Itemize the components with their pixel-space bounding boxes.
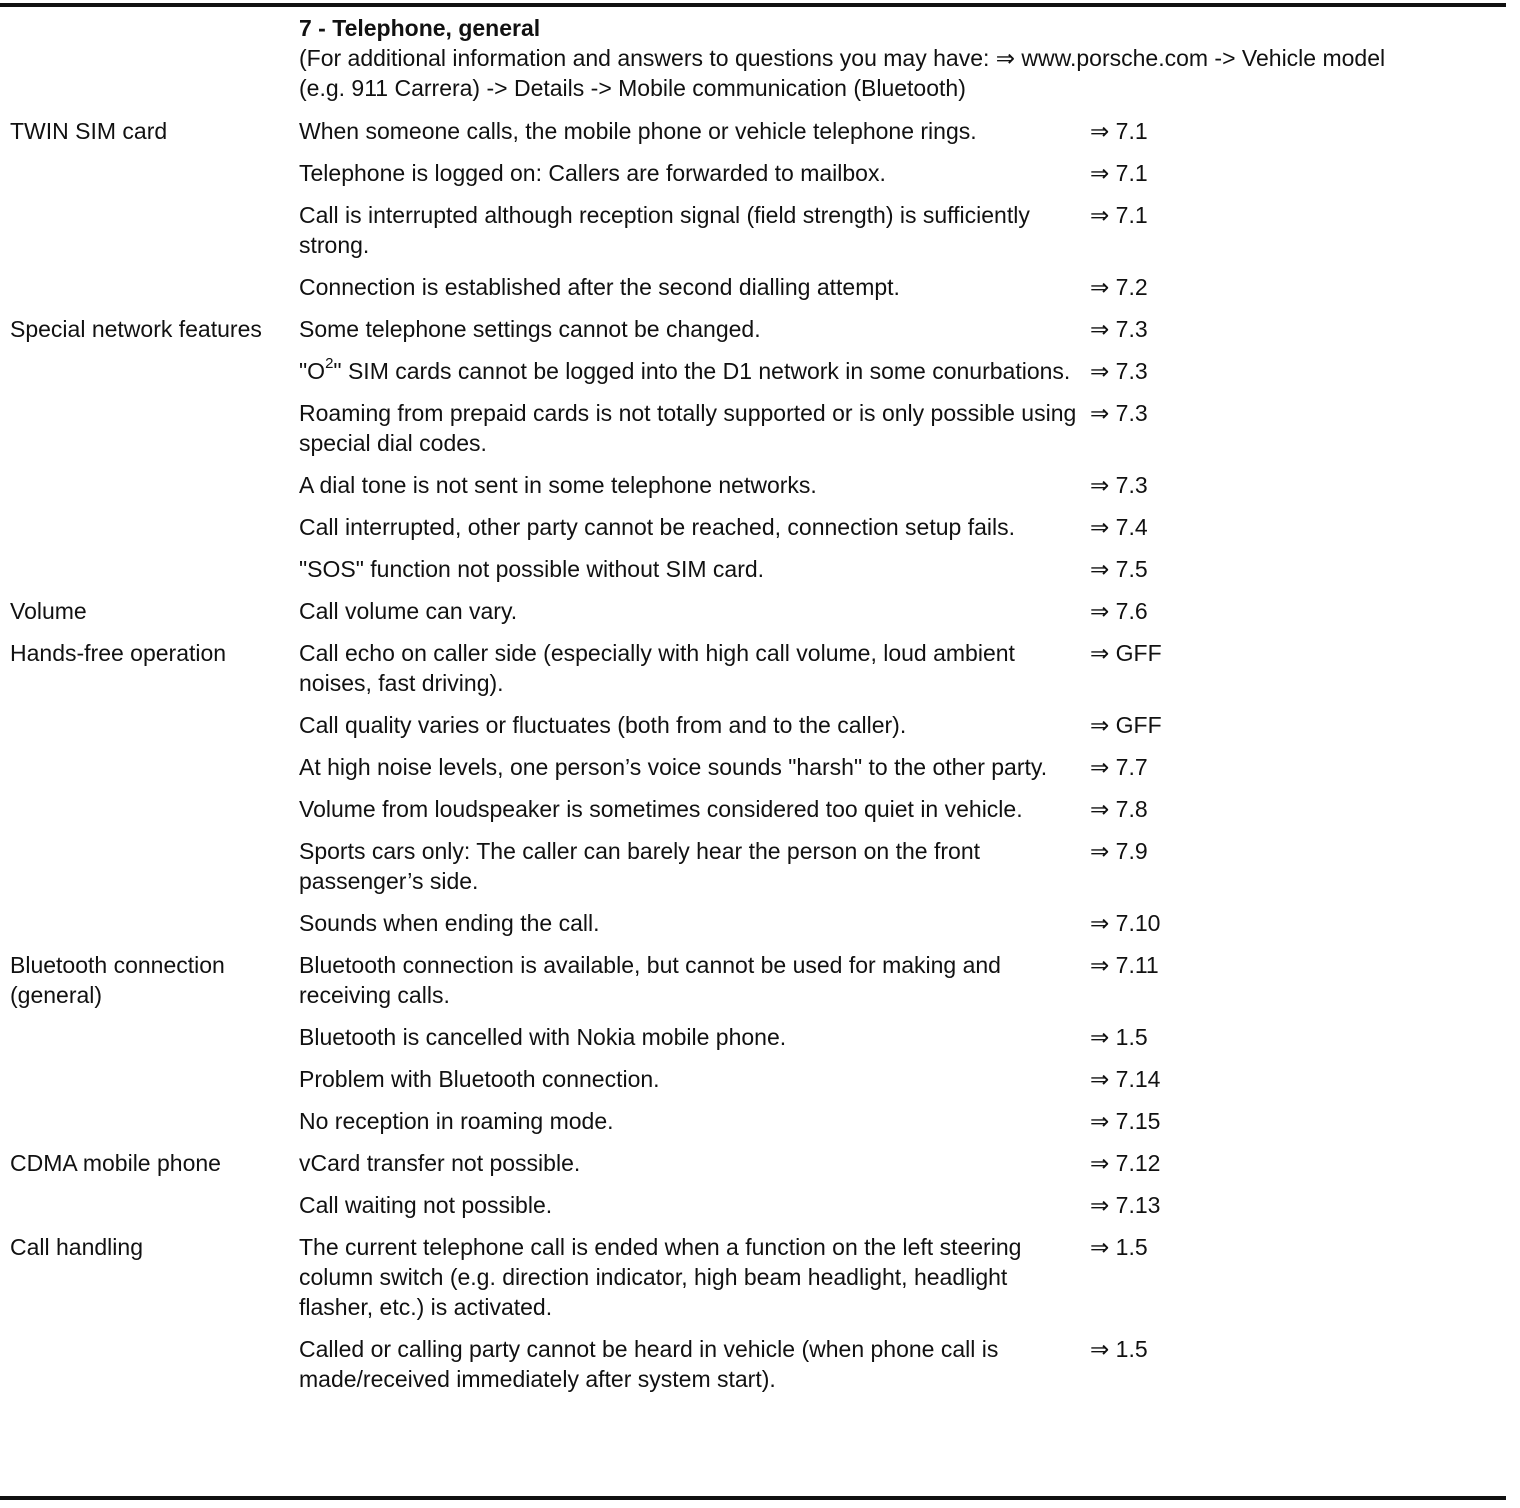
row-reference: ⇒ 7.3 xyxy=(1090,358,1148,384)
row-reference: ⇒ 7.10 xyxy=(1090,910,1161,936)
row-description: Some telephone settings cannot be changed. xyxy=(299,316,761,342)
row-description: Call volume can vary. xyxy=(299,598,518,624)
table-row xyxy=(0,752,1506,794)
row-reference: ⇒ 7.4 xyxy=(1090,514,1148,540)
row-reference: ⇒ 7.3 xyxy=(1090,400,1148,426)
row-description: Problem with Bluetooth connection. xyxy=(299,1066,660,1092)
row-reference: ⇒ 7.3 xyxy=(1090,316,1148,342)
table-row xyxy=(0,1064,1506,1106)
row-reference: ⇒ 1.5 xyxy=(1090,1024,1148,1050)
row-reference: ⇒ GFF xyxy=(1090,712,1162,738)
row-description: Bluetooth connection is available, but cannot be used for making and receiving calls. xyxy=(299,952,1001,1008)
row-reference: ⇒ 7.15 xyxy=(1090,1108,1161,1134)
row-reference: ⇒ 7.12 xyxy=(1090,1150,1161,1176)
table-row xyxy=(0,1334,1506,1406)
row-description: No reception in roaming mode. xyxy=(299,1108,614,1134)
row-description-pre: "O xyxy=(299,358,326,384)
table-row xyxy=(0,710,1506,752)
row-description: Bluetooth is cancelled with Nokia mobile phone. xyxy=(299,1024,787,1050)
row-reference: ⇒ 7.8 xyxy=(1090,796,1148,822)
table-row xyxy=(0,314,1506,356)
row-reference: ⇒ 7.1 xyxy=(1090,160,1148,186)
row-category: Call handling xyxy=(10,1234,143,1260)
symptom-table xyxy=(0,116,1506,1406)
row-description: Roaming from prepaid cards is not totally supported or is only possible using special dial codes. xyxy=(299,400,1077,456)
row-reference: ⇒ 7.7 xyxy=(1090,754,1148,780)
row-description: Call is interrupted although reception signal (field strength) is sufficiently strong. xyxy=(299,202,1030,258)
row-reference: ⇒ 7.2 xyxy=(1090,274,1148,300)
row-description: A dial tone is not sent in some telephone networks. xyxy=(299,472,817,498)
table-row xyxy=(0,356,1506,398)
row-description: Telephone is logged on: Callers are forwarded to mailbox. xyxy=(299,160,886,186)
row-description: Sports cars only: The caller can barely hear the person on the front passenger’s side. xyxy=(299,838,981,894)
table-row xyxy=(0,470,1506,512)
row-description: Call quality varies or fluctuates (both from and to the caller). xyxy=(299,712,907,738)
row-description: Sounds when ending the call. xyxy=(299,910,600,936)
table-row xyxy=(0,200,1506,272)
table-row xyxy=(0,596,1506,638)
row-reference: ⇒ 7.9 xyxy=(1090,838,1148,864)
row-description: vCard transfer not possible. xyxy=(299,1150,581,1176)
table-row xyxy=(0,158,1506,200)
row-category: TWIN SIM card xyxy=(10,118,168,144)
table-row xyxy=(0,836,1506,908)
row-reference: ⇒ 7.1 xyxy=(1090,202,1148,228)
table-row xyxy=(0,1190,1506,1232)
section-heading xyxy=(299,13,1499,103)
table-row xyxy=(0,794,1506,836)
row-description-superscript: 2 xyxy=(325,355,334,373)
table-row xyxy=(0,554,1506,596)
table-row xyxy=(0,1022,1506,1064)
top-rule xyxy=(0,3,1506,7)
row-reference: ⇒ 7.11 xyxy=(1090,952,1159,978)
section-intro-line-2: (e.g. 911 Carrera) -> Details -> Mobile communication (Bluetooth) xyxy=(299,75,966,101)
table-row xyxy=(0,950,1506,1022)
row-reference: ⇒ GFF xyxy=(1090,640,1162,666)
section-intro-line-1: (For additional information and answers to questions you may have: ⇒ www.porsche.com -> Vehicle model xyxy=(299,45,1386,71)
row-category: Bluetooth connection (general) xyxy=(10,952,225,1008)
row-description-post: " SIM cards cannot be logged into the D1 network in some conurbations. xyxy=(333,358,1071,384)
row-category: Special network features xyxy=(10,316,262,342)
row-description: Called or calling party cannot be heard in vehicle (when phone call is made/received immediately after system start). xyxy=(299,1336,999,1392)
row-reference: ⇒ 7.13 xyxy=(1090,1192,1161,1218)
row-description: Volume from loudspeaker is sometimes considered too quiet in vehicle. xyxy=(299,796,1023,822)
row-category: Volume xyxy=(10,598,87,624)
table-row xyxy=(0,1148,1506,1190)
row-description: The current telephone call is ended when a function on the left steering column switch (e.g. direction indicator, high beam headlight, headlight flasher, etc.) is activated. xyxy=(299,1234,1022,1320)
table-row xyxy=(0,398,1506,470)
row-reference: ⇒ 1.5 xyxy=(1090,1234,1148,1260)
table-row xyxy=(0,908,1506,950)
row-reference: ⇒ 7.6 xyxy=(1090,598,1148,624)
row-description: "SOS" function not possible without SIM card. xyxy=(299,556,765,582)
row-description: When someone calls, the mobile phone or vehicle telephone rings. xyxy=(299,118,977,144)
row-reference: ⇒ 7.1 xyxy=(1090,118,1148,144)
row-description: At high noise levels, one person’s voice sounds "harsh" to the other party. xyxy=(299,754,1048,780)
row-description: Call waiting not possible. xyxy=(299,1192,553,1218)
table-row xyxy=(0,638,1506,710)
row-reference: ⇒ 7.14 xyxy=(1090,1066,1161,1092)
row-description xyxy=(299,356,1084,386)
row-description: Connection is established after the second dialling attempt. xyxy=(299,274,900,300)
row-reference: ⇒ 7.5 xyxy=(1090,556,1148,582)
row-description: Call interrupted, other party cannot be reached, connection setup fails. xyxy=(299,514,1015,540)
row-category: CDMA mobile phone xyxy=(10,1150,221,1176)
section-title: 7 - Telephone, general xyxy=(299,15,541,41)
table-row xyxy=(0,1232,1506,1334)
table-row xyxy=(0,272,1506,314)
table-row xyxy=(0,1106,1506,1148)
row-reference: ⇒ 7.3 xyxy=(1090,472,1148,498)
bottom-rule xyxy=(0,1496,1506,1500)
row-reference: ⇒ 1.5 xyxy=(1090,1336,1148,1362)
table-row xyxy=(0,116,1506,158)
table-row xyxy=(0,512,1506,554)
row-description: Call echo on caller side (especially with high call volume, loud ambient noises, fast driving). xyxy=(299,640,1015,696)
row-category: Hands-free operation xyxy=(10,640,227,666)
